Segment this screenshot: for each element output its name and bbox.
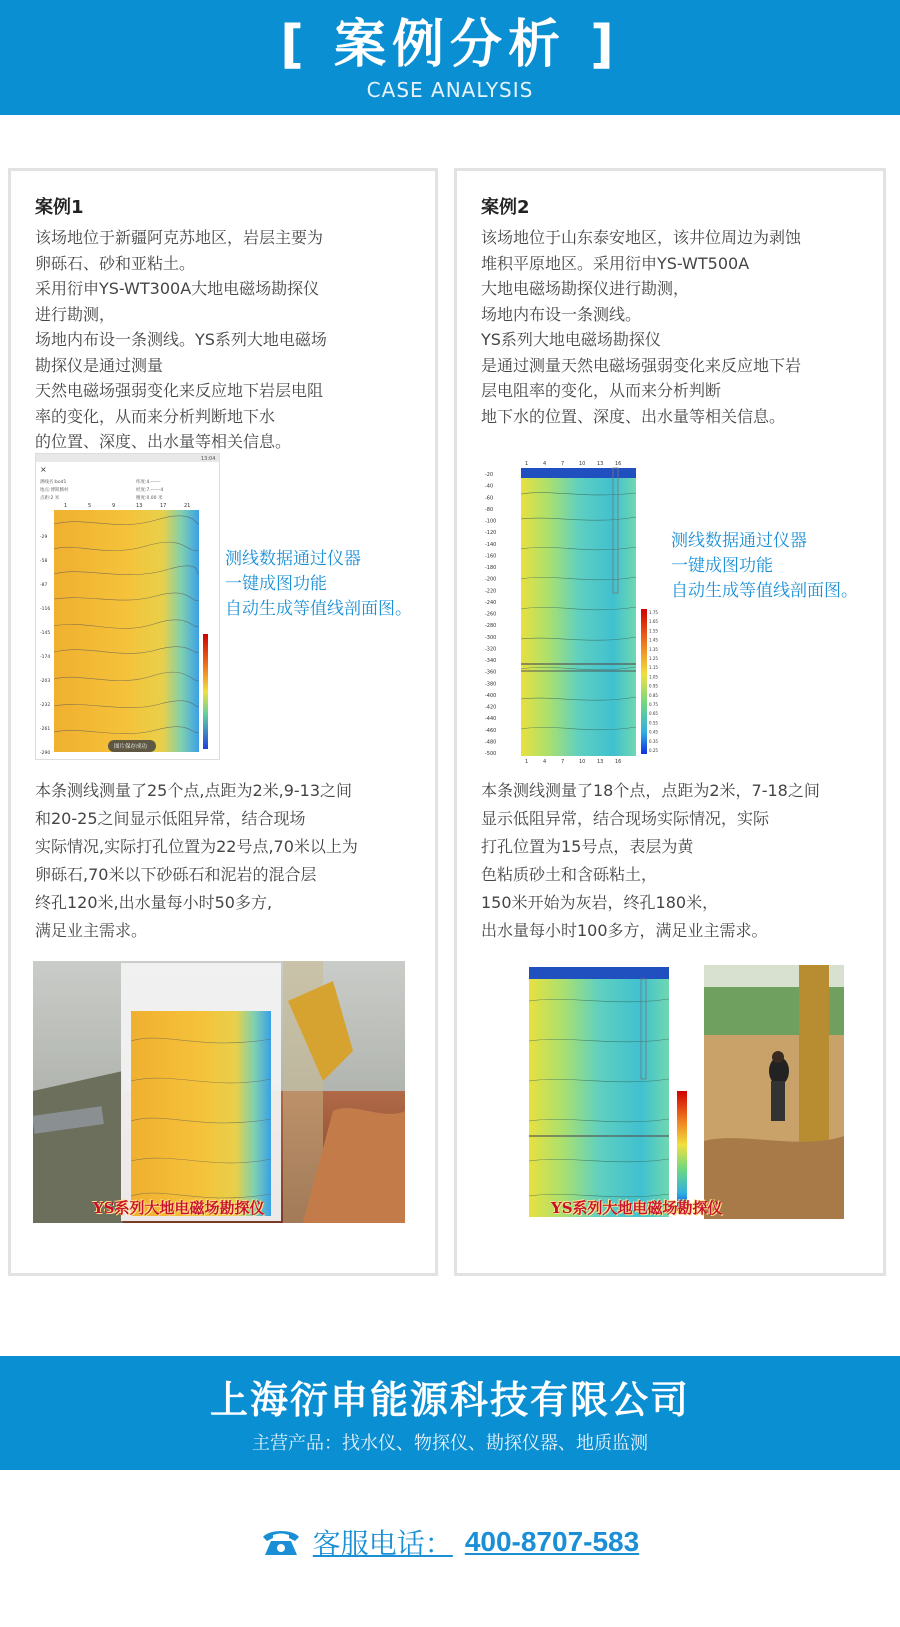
legend-label: 1.65: [649, 619, 658, 625]
legend-label: 1.55: [649, 628, 658, 634]
surface-anomaly: [521, 468, 636, 478]
telephone-icon: [261, 1527, 301, 1557]
x-tick: 1: [525, 759, 529, 764]
y-tick: -261: [40, 727, 51, 732]
x-tick: 1: [525, 461, 529, 467]
y-tick: -380: [485, 681, 497, 688]
y-tick: -300: [485, 634, 497, 641]
y-tick-labels: [485, 472, 496, 757]
contour-chart-2: [481, 459, 661, 764]
y-tick: -220: [485, 588, 497, 595]
y-tick: -120: [485, 530, 497, 537]
legend-label: 0.45: [649, 729, 658, 735]
y-tick: -87: [40, 583, 48, 588]
x-tick: 7: [561, 461, 565, 467]
y-tick: -460: [485, 727, 497, 734]
site-photo-collage-1: [33, 961, 405, 1223]
case-title: 案例2: [481, 197, 530, 218]
legend-label: 0.95: [649, 683, 658, 689]
case-title: 案例1: [35, 197, 84, 218]
legend-label: 0.25: [649, 748, 658, 753]
case-result: 本条测线测量了25个点,点距为2米,9-13之间 和20-25之间显示低阻异常，结合现场 实际情况,实际打孔位置为22号点,70米以上为 卵砾石,70米以下砂砾石和泥岩的混合层 终孔120米,出水量每小时50多方, 满足业主需求。: [35, 781, 358, 940]
page-title: [ 案例分析 ]: [280, 15, 620, 75]
y-tick: -116: [40, 607, 51, 612]
y-tick: -500: [485, 751, 497, 757]
legend-label: 1.05: [649, 674, 658, 680]
x-tick: 13: [136, 503, 143, 509]
chart-note: 测线数据通过仪器 一键成图功能 自动生成等值线剖面图。: [671, 531, 858, 601]
contour-chart-1: [36, 454, 219, 759]
y-tick: -200: [485, 576, 497, 583]
y-tick: -420: [485, 704, 497, 711]
y-tick: -60: [485, 495, 494, 502]
x-tick: 4: [543, 759, 547, 764]
site-photo-collage-2: [481, 961, 851, 1223]
field-lng: 经度:7.------4: [136, 488, 164, 493]
y-tick: -20: [485, 472, 494, 478]
site-photo-1: [33, 961, 405, 1223]
legend-label: 0.75: [649, 702, 658, 707]
y-tick: -140: [485, 541, 497, 548]
case-card-2: [454, 168, 886, 1276]
legend-labels: [649, 610, 658, 753]
y-tick: -174: [40, 655, 51, 660]
field-location: 地点:博斯腾村: [40, 488, 69, 493]
watermark-text: YS系列大地电磁场勘探仪: [93, 1199, 265, 1217]
contour-field: [521, 468, 636, 756]
y-tick: -29: [40, 535, 48, 540]
y-tick: -145: [40, 631, 51, 636]
x-tick: 16: [615, 461, 622, 467]
x-tick: 1: [64, 503, 68, 509]
x-tick-labels: [64, 503, 190, 509]
x-tick: 16: [615, 759, 622, 764]
status-time: 13:04: [201, 456, 216, 462]
field-lat: 纬度:4.------: [136, 480, 161, 485]
x-tick: 13: [597, 461, 604, 467]
x-tick: 10: [579, 461, 586, 467]
x-tick-labels-bottom: [525, 759, 621, 764]
color-legend: [203, 634, 208, 749]
case-intro: 该场地位于新疆阿克苏地区，岩层主要为 卵砾石、砂和亚粘土。 采用衍申YS-WT300A大地电磁场勘探仪 进行勘测， 场地内布设一条测线。YS系列大地电磁场 勘探仪是通过测量 天然电磁场强弱变化来反应地下岩层电阻 率的变化，从而来分析判断地下水 的位置、深度、出水量等相关信息。: [35, 228, 327, 451]
case-result: 本条测线测量了18个点，点距为2米，7-18之间 显示低阻异常，结合现场实际情况，实际 打孔位置为15号点，表层为黄 色粘质砂土和含砾粘土， 150米开始为灰岩，终孔180米， 出水量每小时100多方，满足业主需求。: [481, 781, 820, 940]
x-tick: 5: [88, 503, 92, 509]
x-tick-labels-top: [525, 461, 621, 467]
company-banner: [0, 1356, 900, 1470]
y-tick: -40: [485, 483, 494, 490]
y-tick: -232: [40, 703, 51, 708]
legend-label: 1.25: [649, 656, 658, 661]
y-tick: -320: [485, 646, 497, 653]
field-spacing: 点距:2 米: [40, 496, 60, 501]
legend-label: 1.35: [649, 646, 658, 652]
contour-section-2: [481, 459, 661, 764]
page-subtitle: CASE ANALYSIS: [366, 78, 534, 102]
watermark-text: YS系列大地电磁场勘探仪: [551, 1199, 723, 1217]
contour-field: [54, 510, 199, 752]
y-tick: -340: [485, 658, 497, 664]
y-tick: -440: [485, 716, 497, 723]
y-tick: -260: [485, 611, 497, 618]
y-tick: -203: [40, 679, 51, 684]
x-tick: 21: [184, 503, 191, 509]
y-tick: -160: [485, 553, 497, 560]
chart-note: 测线数据通过仪器 一键成图功能 自动生成等值线剖面图。: [225, 549, 412, 619]
x-tick: 10: [579, 759, 586, 764]
case-card-1: [8, 168, 438, 1276]
y-tick: -100: [485, 518, 497, 525]
field-line-name: 测线名:bod1: [40, 480, 67, 485]
x-tick: 7: [561, 759, 565, 764]
toast-text: 图片保存成功: [114, 744, 148, 750]
y-tick: -240: [485, 599, 497, 606]
legend-label: 0.55: [649, 720, 658, 726]
y-tick: -290: [40, 751, 51, 756]
y-tick: -80: [485, 506, 494, 513]
legend-label: 1.75: [649, 610, 658, 615]
hotline-number[interactable]: 400-8707-583: [464, 1526, 640, 1557]
x-tick: 9: [112, 503, 116, 509]
x-tick: 4: [543, 461, 547, 467]
hotline-label: 客服电话：: [312, 1527, 453, 1560]
legend-label: 0.65: [649, 711, 658, 717]
y-tick: -360: [485, 669, 497, 676]
legend-label: 0.85: [649, 692, 658, 698]
y-tick-labels: [40, 534, 50, 756]
contour-section-screenshot-1: [35, 453, 220, 760]
legend-label: 1.45: [649, 637, 658, 643]
legend-label: 1.15: [649, 665, 658, 671]
y-tick: -280: [485, 623, 497, 630]
x-tick: 17: [160, 503, 167, 509]
site-photo-2: [481, 961, 851, 1223]
x-tick: 13: [597, 759, 604, 764]
close-icon[interactable]: ×: [40, 465, 47, 474]
y-tick: -400: [485, 692, 497, 699]
case-intro: 该场地位于山东泰安地区，该井位周边为剥蚀 堆积平原地区。采用衍申YS-WT500A 大地电磁场勘探仪进行勘测， 场地内布设一条测线。 YS系列大地电磁场勘探仪 是通过测量天然电磁场强弱变化来反应地下岩 层电阻率的变化，从而来分析判断 地下水的位置、深度、出水量等相关信息。: [481, 228, 802, 426]
y-tick: -58: [40, 559, 48, 564]
y-tick: -480: [485, 739, 497, 746]
y-tick: -180: [485, 565, 497, 571]
company-name: 上海衍申能源科技有限公司: [209, 1378, 690, 1422]
company-products: 主营产品：找水仪、物探仪、勘探仪器、地质监测: [252, 1433, 648, 1454]
header-banner: [0, 0, 900, 115]
color-legend: [641, 609, 647, 754]
legend-label: 0.35: [649, 738, 658, 744]
hotline: [0, 1522, 900, 1562]
phone-status-bar: [36, 454, 219, 462]
field-precision: 精度:0.00 米: [136, 496, 163, 501]
